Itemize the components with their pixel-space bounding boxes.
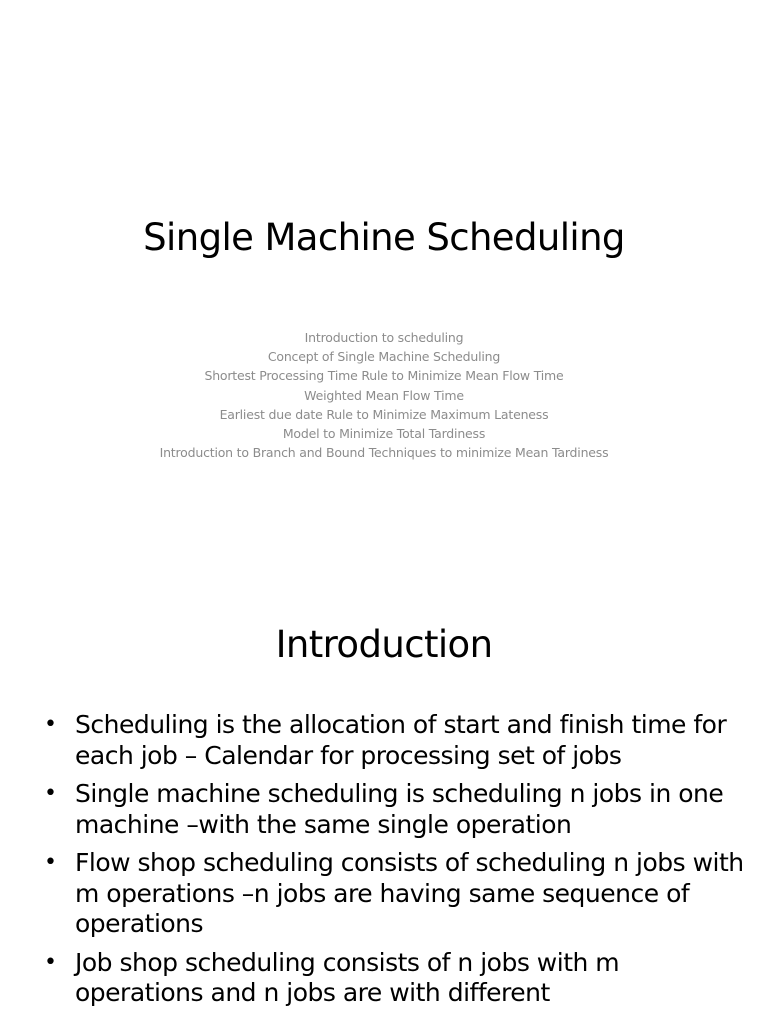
- introduction-slide: [0, 576, 768, 1024]
- bullet-item: [44, 710, 744, 771]
- bullet-item: [44, 779, 744, 840]
- bullet-text: Single machine scheduling is scheduling n jobs in one machine –with the same single operation: [75, 779, 724, 839]
- subtitle-line: Model to Minimize Total Tardiness: [282, 426, 486, 442]
- subtitle-list: [0, 328, 768, 462]
- bullet-icon: •: [44, 850, 57, 875]
- subtitle-line: Weighted Mean Flow Time: [304, 387, 464, 403]
- subtitle-line: Concept of Single Machine Scheduling: [267, 349, 501, 365]
- bullet-text: Scheduling is the allocation of start and finish time for each job – Calendar for processing set of jobs: [75, 710, 727, 770]
- bullet-list: [44, 710, 744, 1017]
- subtitle-line: Introduction to scheduling: [304, 330, 464, 345]
- bullet-text: Job shop scheduling consists of n jobs with m operations and n jobs are with different: [75, 947, 620, 1007]
- bullet-icon: •: [44, 712, 57, 737]
- bullet-item: [44, 848, 744, 940]
- subtitle-line: Introduction to Branch and Bound Techniques to minimize Mean Tardiness: [159, 445, 609, 461]
- bullet-icon: •: [44, 949, 57, 975]
- subtitle-line: Earliest due date Rule to Minimize Maximum Lateness: [219, 406, 549, 422]
- slide-title: Single Machine Scheduling: [143, 216, 625, 259]
- bullet-item: [44, 948, 744, 1009]
- subtitle-line: Shortest Processing Time Rule to Minimize Mean Flow Time: [204, 368, 564, 384]
- bullet-text: Flow shop scheduling consists of scheduling n jobs with m operations –n jobs are having same sequence of operations: [75, 848, 744, 938]
- slide-title: Introduction: [275, 623, 493, 666]
- bullet-icon: •: [44, 781, 57, 806]
